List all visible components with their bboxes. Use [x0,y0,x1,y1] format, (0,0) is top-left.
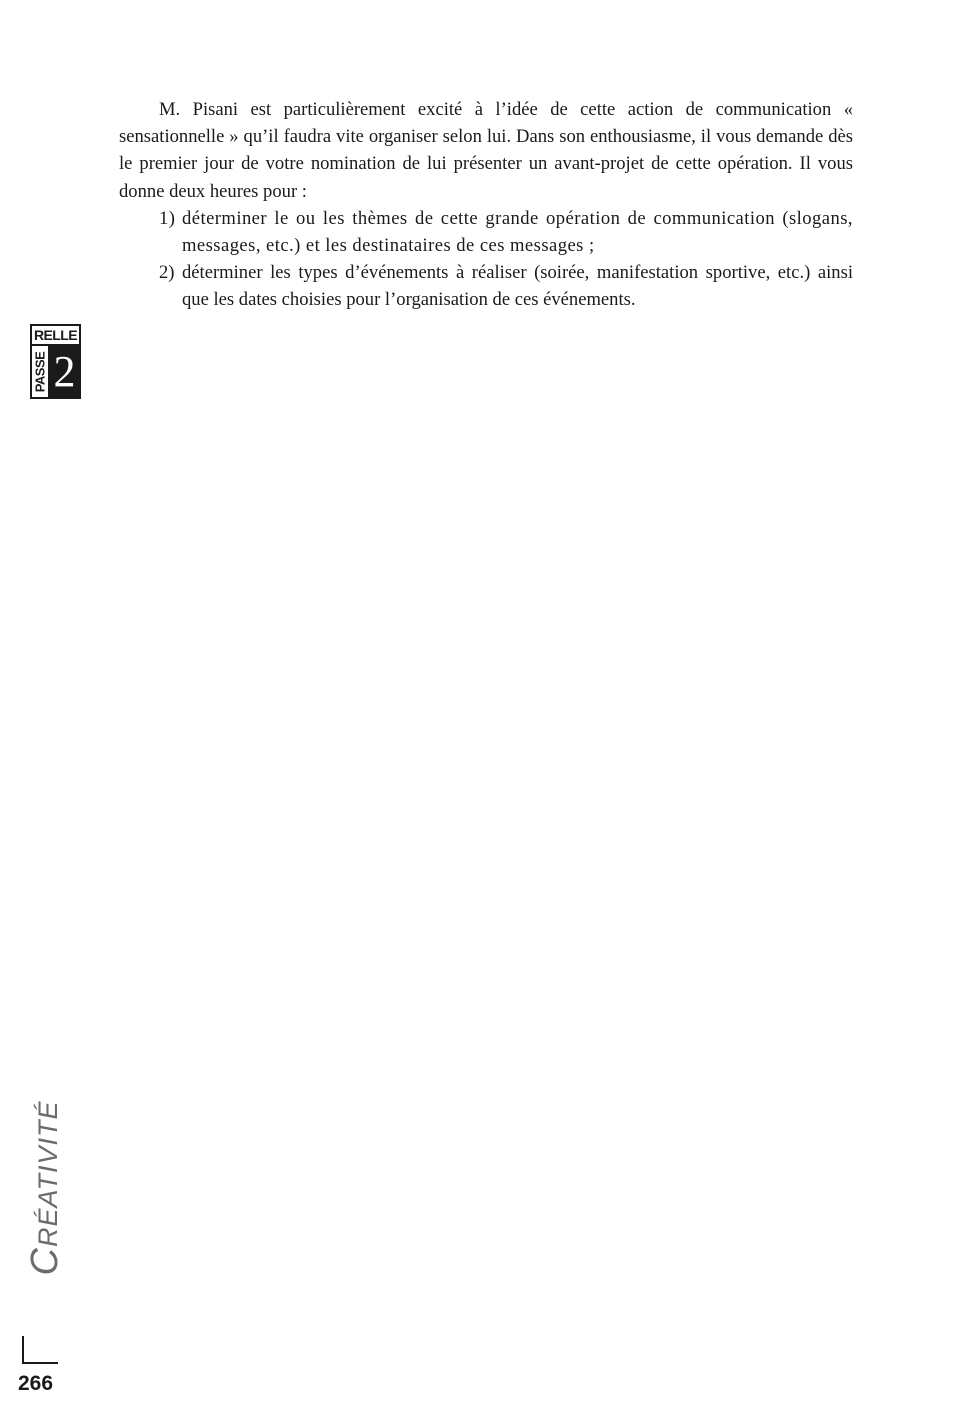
corner-mark-vertical [22,1336,24,1364]
main-text [119,96,853,314]
list-item-number: 1) [159,207,176,229]
section-title: Créativité [24,1100,66,1276]
badge-side-label: PASSE [32,351,48,392]
passerelle-badge [30,324,81,399]
badge-side-label-box [32,346,50,397]
list-item [119,205,853,259]
intro-paragraph: M. Pisani est particulièrement excité à l’idée de cette action de communication « sensationnelle » qu’il faudra vite organiser selon lui. Dans son enthousiasme, il vous demande dès le premier jour de votre nomination de lui présenter un avant-projet de cette opération. Il vous donne deux heures pour : [119,99,853,202]
list-item-text: déterminer les types d’événements à réaliser (soirée, manifestation sportive, etc.) ainsi que les dates choisies pour l’organisation de ces événements. [182,262,853,311]
task-list [119,205,853,314]
badge-top-label: RELLE [32,326,79,346]
badge-number: 2 [50,346,79,397]
list-item [119,259,853,313]
list-item-text: déterminer le ou les thèmes de cette grande opération de communication (slogans, messages, etc.) et les destinataires de ces messages ; [182,207,853,257]
page-number: 266 [18,1372,54,1395]
list-item-number: 2) [159,262,175,284]
corner-mark-horizontal [22,1362,58,1364]
